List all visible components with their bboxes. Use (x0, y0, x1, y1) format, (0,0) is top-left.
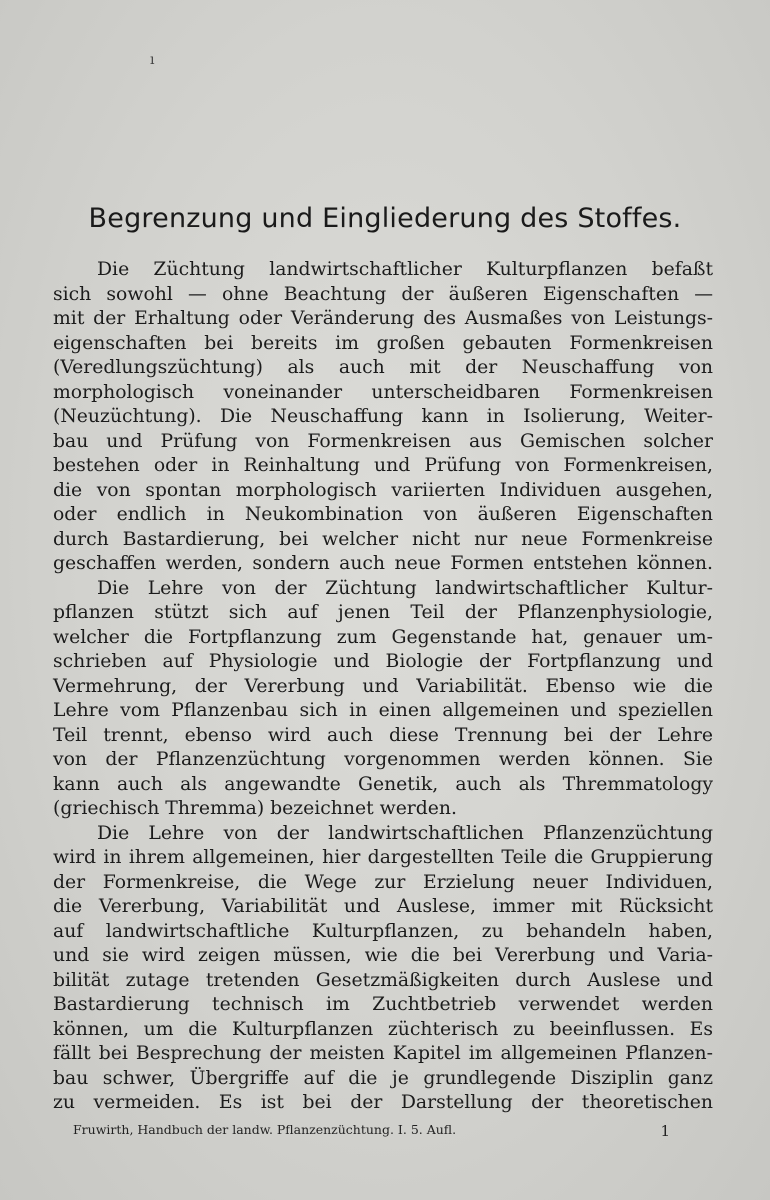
text-line: der Formenkreise, die Wege zur Erzielung neuer Individuen, (53, 871, 713, 893)
text-line: bestehen oder in Reinhaltung und Prüfung von Formenkreisen, (53, 455, 713, 476)
text-line: fällt bei Besprechung der meisten Kapitel im allgemeinen Pflanzen- (53, 1043, 713, 1064)
text-line: bau schwer, Übergriffe auf die je grundlegende Disziplin ganz (53, 1067, 713, 1089)
body-text (53, 258, 713, 1116)
text-line: wird in ihrem allgemeinen, hier dargestellten Teile die Gruppierung (53, 847, 713, 868)
text-line: (Veredlungszüchtung) als auch mit der Neuschaffung von (53, 357, 713, 378)
page-footer (73, 1122, 670, 1140)
text-line: bau und Prüfung von Formenkreisen aus Gemischen solcher (53, 430, 713, 452)
text-line: eigenschaften bei bereits im großen gebauten Formenkreisen (53, 332, 713, 354)
page-mark: ı (150, 52, 155, 68)
text-line: Bastardierung technisch im Zuchtbetrieb verwendet werden (53, 994, 713, 1015)
text-line: (Neuzüchtung). Die Neuschaffung kann in Isolierung, Weiter- (53, 406, 713, 427)
footer-citation: Fruwirth, Handbuch der landw. Pflanzenzüchtung. I. 5. Aufl. (73, 1122, 457, 1137)
text-line: Die Lehre von der landwirtschaftlichen Pflanzenzüchtung (97, 822, 713, 844)
text-line: durch Bastardierung, bei welcher nicht nur neue Formenkreise (53, 528, 713, 550)
text-line: welcher die Fortpflanzung zum Gegenstande hat, genauer um- (53, 626, 713, 648)
text-line: bilität zutage tretenden Gesetzmäßigkeiten durch Auslese und (53, 969, 713, 991)
text-line: auf landwirtschaftliche Kulturpflanzen, zu behandeln haben, (53, 920, 713, 942)
text-line: Die Lehre von der Züchtung landwirtschaftlicher Kultur- (97, 577, 713, 599)
text-line: geschaffen werden, sondern auch neue Formen entstehen können. (53, 553, 713, 574)
text-line: Lehre vom Pflanzenbau sich in einen allgemeinen und speziellen (53, 700, 713, 721)
text-line: mit der Erhaltung oder Veränderung des Ausmaßes von Leistungs- (53, 308, 713, 329)
text-line: können, um die Kulturpflanzen züchterisch zu beeinflussen. Es (53, 1018, 713, 1040)
text-line: (griechisch Thremma) bezeichnet werden. (53, 798, 457, 819)
text-line: morphologisch voneinander unterscheidbaren Formenkreisen (53, 381, 713, 403)
text-line: Die Züchtung landwirtschaftlicher Kulturpflanzen befaßt (97, 259, 713, 280)
text-line: zu vermeiden. Es ist bei der Darstellung der theoretischen (53, 1092, 713, 1113)
text-line: Teil trennt, ebenso wird auch diese Trennung bei der Lehre (53, 724, 713, 746)
page-number: 1 (660, 1122, 670, 1140)
text-line: kann auch als angewandte Genetik, auch als Thremmatology (53, 773, 713, 795)
page-title: Begrenzung und Eingliederung des Stoffes. (88, 203, 682, 234)
text-line: sich sowohl — ohne Beachtung der äußeren Eigenschaften — (53, 283, 713, 305)
text-line: die von spontan morphologisch variierten Individuen ausgehen, (53, 479, 713, 501)
text-line: und sie wird zeigen müssen, wie die bei Vererbung und Varia- (53, 945, 713, 966)
text-line: Vermehrung, der Vererbung und Variabilität. Ebenso wie die (53, 675, 713, 697)
text-line: oder endlich in Neukombination von äußeren Eigenschaften (53, 504, 713, 525)
text-line: von der Pflanzenzüchtung vorgenommen werden können. Sie (53, 749, 713, 770)
text-line: pflanzen stützt sich auf jenen Teil der Pflanzenphysiologie, (53, 602, 713, 623)
text-line: die Vererbung, Variabilität und Auslese, immer mit Rücksicht (53, 896, 713, 917)
text-line: schrieben auf Physiologie und Biologie der Fortpflanzung und (53, 651, 713, 672)
